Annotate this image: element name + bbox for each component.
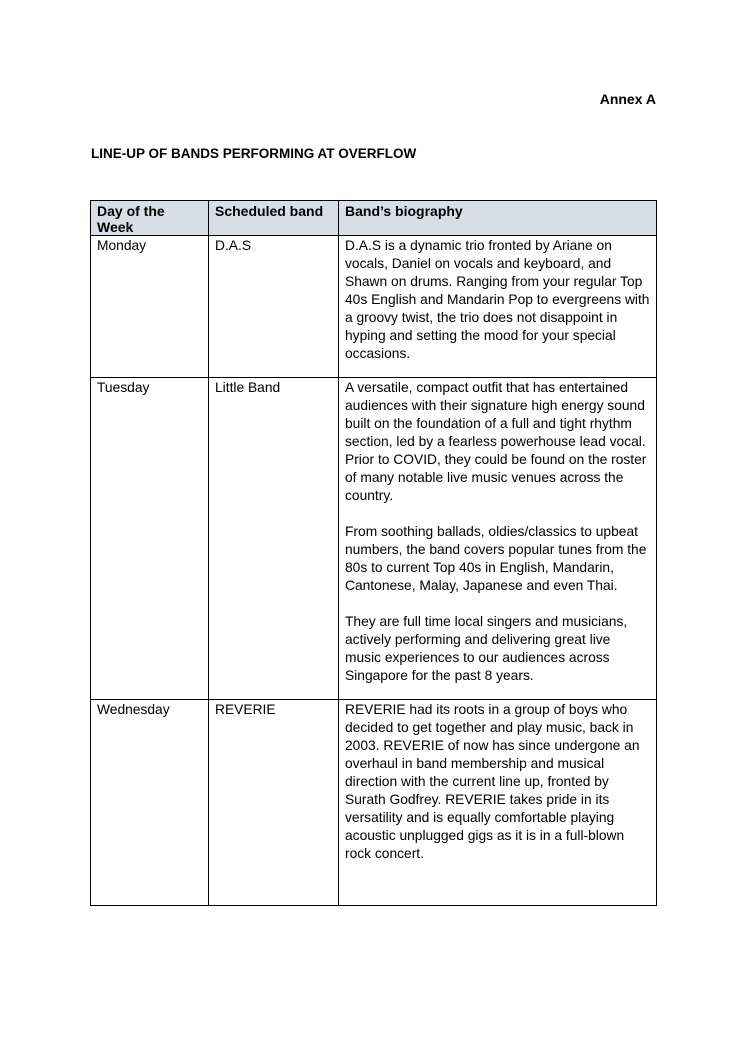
day-cell: Monday (91, 236, 209, 378)
header-bio: Band’s biography (339, 201, 657, 236)
table-row (91, 700, 657, 906)
bio-paragraph: From soothing ballads, oldies/classics to upbeat numbers, the band covers popular tunes from the 80s to current Top 40s in English, Mandarin, Cantonese, Malay, Japanese and even Thai. (345, 524, 647, 593)
band-cell: D.A.S (209, 236, 339, 378)
header-day: Day of the Week (91, 201, 209, 236)
band-cell: Little Band (209, 378, 339, 700)
day-cell: Wednesday (91, 700, 209, 906)
bio-cell (339, 700, 657, 906)
table-row (91, 236, 657, 378)
band-cell: REVERIE (209, 700, 339, 906)
bands-table (90, 200, 657, 906)
table-header-row (91, 201, 657, 236)
bio-paragraph: D.A.S is a dynamic trio fronted by Ariane on vocals, Daniel on vocals and keyboard, and Shawn on drums. Ranging from your regular Top 40s English and Mandarin Pop to evergreens with a groovy twist, the trio does not disappoint in hyping and setting the mood for your special occasions. (345, 238, 650, 361)
day-cell: Tuesday (91, 378, 209, 700)
bio-paragraph: They are full time local singers and musicians, actively performing and delivering great live music experiences to our audiences across Singapore for the past 8 years. (345, 614, 628, 683)
table-row (91, 378, 657, 700)
document-title: LINE-UP OF BANDS PERFORMING AT OVERFLOW (91, 146, 417, 161)
annex-label: Annex A (599, 91, 656, 107)
bio-cell (339, 378, 657, 700)
header-band: Scheduled band (209, 201, 339, 236)
bio-cell (339, 236, 657, 378)
bio-paragraph: REVERIE had its roots in a group of boys who decided to get together and play music, back in 2003. REVERIE of now has since undergone an overhaul in band membership and musical direction with the current line up, fronted by Surath Godfrey. REVERIE takes pride in its versatility and is equally comfortable playing acoustic unplugged gigs as it is in a full-blown rock concert. (345, 702, 640, 861)
bio-paragraph: A versatile, compact outfit that has entertained audiences with their signature high energy sound built on the foundation of a full and tight rhythm section, led by a fearless powerhouse lead vocal. Prior to COVID, they could be found on the roster of many notable live music venues across the country. (345, 380, 647, 503)
